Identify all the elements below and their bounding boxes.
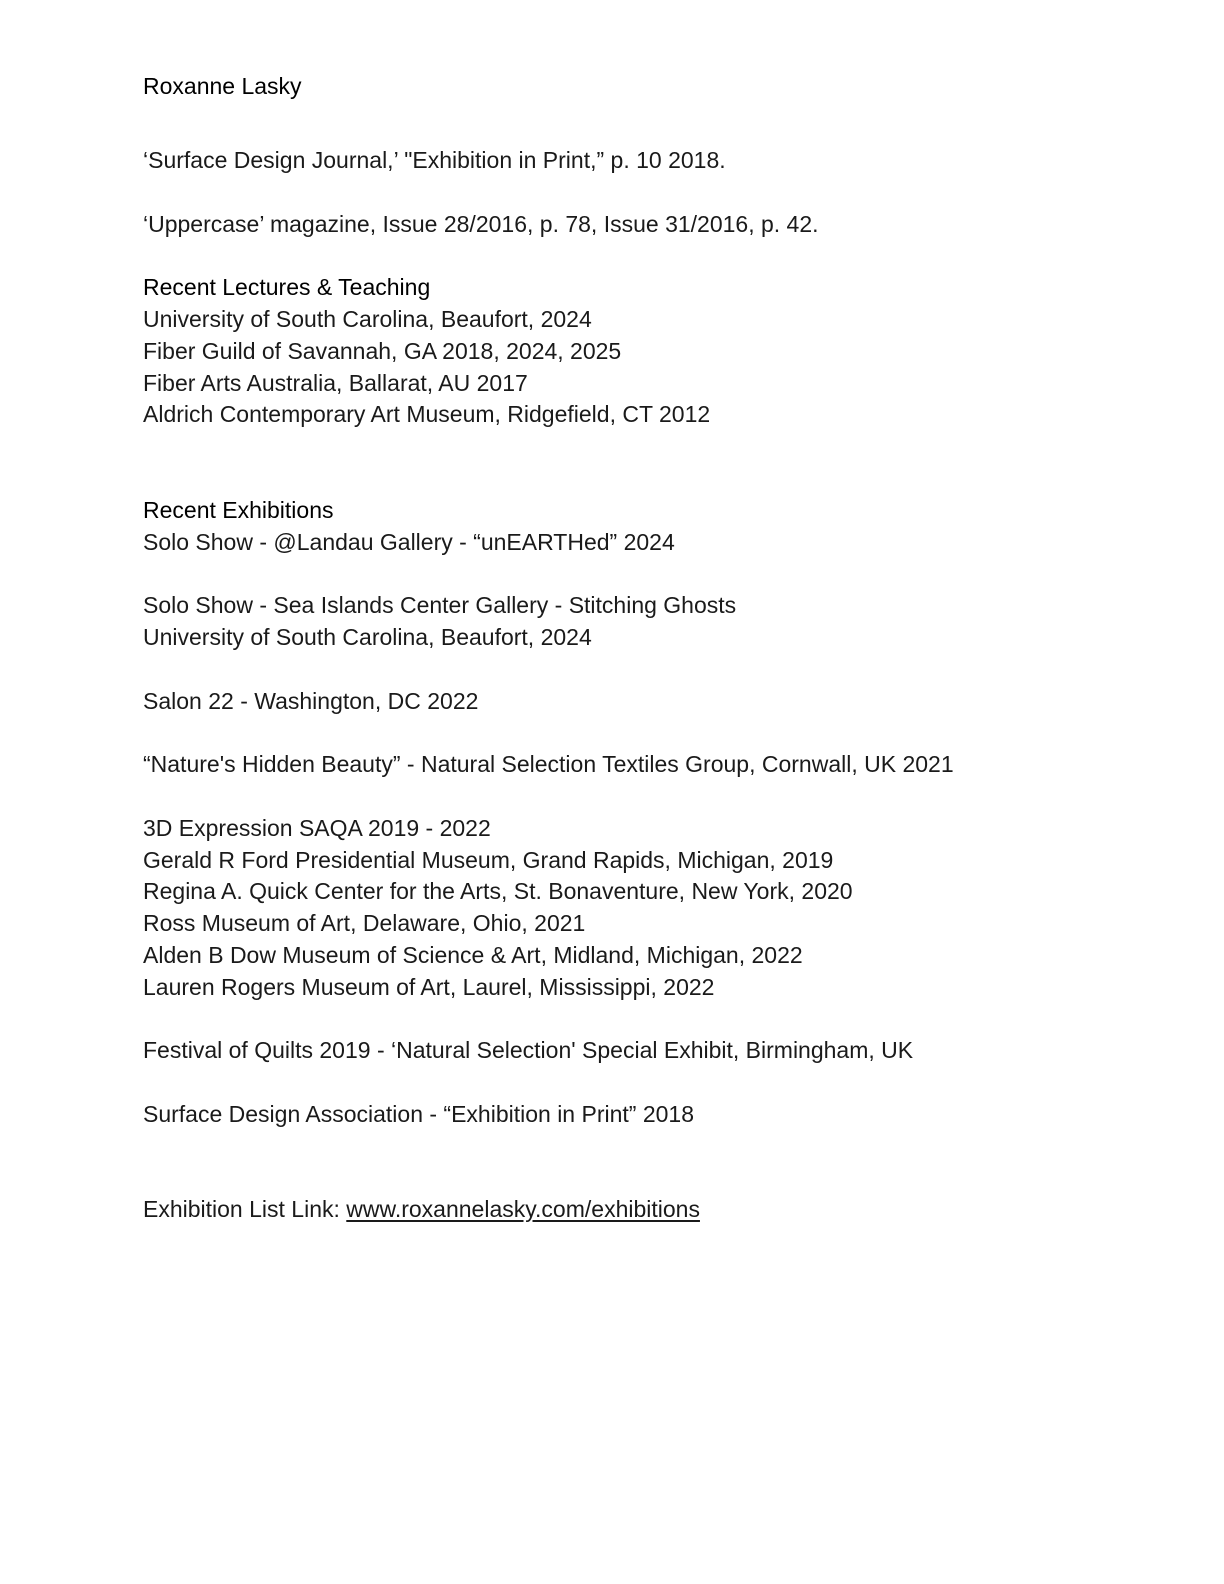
- spacer: [143, 558, 1143, 590]
- exhibition-natures-hidden-beauty: “Nature's Hidden Beauty” - Natural Selection Textiles Group, Cornwall, UK 2021: [143, 751, 954, 778]
- exhibition-solo-sea-islands-venue: University of South Carolina, Beaufort, 2024: [143, 623, 592, 650]
- lecture-item: Fiber Guild of Savannah, GA 2018, 2024, 2025: [143, 337, 622, 364]
- exhibition-solo-sea-islands: Solo Show - Sea Islands Center Gallery - Stitching Ghosts: [143, 592, 737, 619]
- spacer: [143, 240, 1143, 272]
- exhibition-solo-landau: Solo Show - @Landau Gallery - “unEARTHed” 2024: [143, 528, 675, 555]
- lecture-item: Fiber Arts Australia, Ballarat, AU 2017: [143, 369, 528, 396]
- spacer: [143, 781, 1143, 813]
- spacer: [143, 654, 1143, 686]
- exhibition-saqa-venue: Gerald R Ford Presidential Museum, Grand Rapids, Michigan, 2019: [143, 846, 834, 873]
- press-entry-surface-design-journal: ‘Surface Design Journal,’ "Exhibition in Print,” p. 10 2018.: [143, 147, 726, 173]
- exhibitions-heading: Recent Exhibitions: [143, 496, 334, 523]
- author-name: Roxanne Lasky: [143, 73, 302, 99]
- spacer: [143, 1004, 1143, 1036]
- exhibition-festival-of-quilts: Festival of Quilts 2019 - ‘Natural Selection' Special Exhibit, Birmingham, UK: [143, 1037, 914, 1064]
- exhibition-saqa-title: 3D Expression SAQA 2019 - 2022: [143, 814, 491, 841]
- exhibition-saqa-venue: Alden B Dow Museum of Science & Art, Midland, Michigan, 2022: [143, 941, 803, 968]
- exhibition-surface-design-association: Surface Design Association - “Exhibition in Print” 2018: [143, 1100, 695, 1127]
- exhibition-list-link-line: [143, 1194, 1143, 1226]
- exhibition-list-link-label: Exhibition List Link:: [143, 1196, 347, 1223]
- exhibition-saqa-venue: Ross Museum of Art, Delaware, Ohio, 2021: [143, 910, 586, 937]
- spacer: [143, 431, 1143, 495]
- exhibition-salon-22: Salon 22 - Washington, DC 2022: [143, 687, 479, 714]
- exhibitions-url-link[interactable]: www.roxannelasky.com/exhibitions: [346, 1196, 700, 1223]
- exhibition-saqa-venue: Lauren Rogers Museum of Art, Laurel, Mississippi, 2022: [143, 973, 715, 1000]
- lecture-item: Aldrich Contemporary Art Museum, Ridgefield, CT 2012: [143, 401, 711, 428]
- exhibition-saqa-venue: Regina A. Quick Center for the Arts, St. Bonaventure, New York, 2020: [143, 878, 853, 905]
- lectures-heading: Recent Lectures & Teaching: [143, 274, 431, 301]
- lecture-item: University of South Carolina, Beaufort, 2024: [143, 305, 592, 332]
- press-entry-uppercase: ‘Uppercase’ magazine, Issue 28/2016, p. 78, Issue 31/2016, p. 42.: [143, 210, 819, 237]
- spacer: [143, 1131, 1143, 1195]
- spacer: [143, 717, 1143, 749]
- spacer: [143, 177, 1143, 209]
- document-page: [143, 70, 1143, 1226]
- spacer: [143, 1067, 1143, 1099]
- spacer: [143, 102, 1143, 145]
